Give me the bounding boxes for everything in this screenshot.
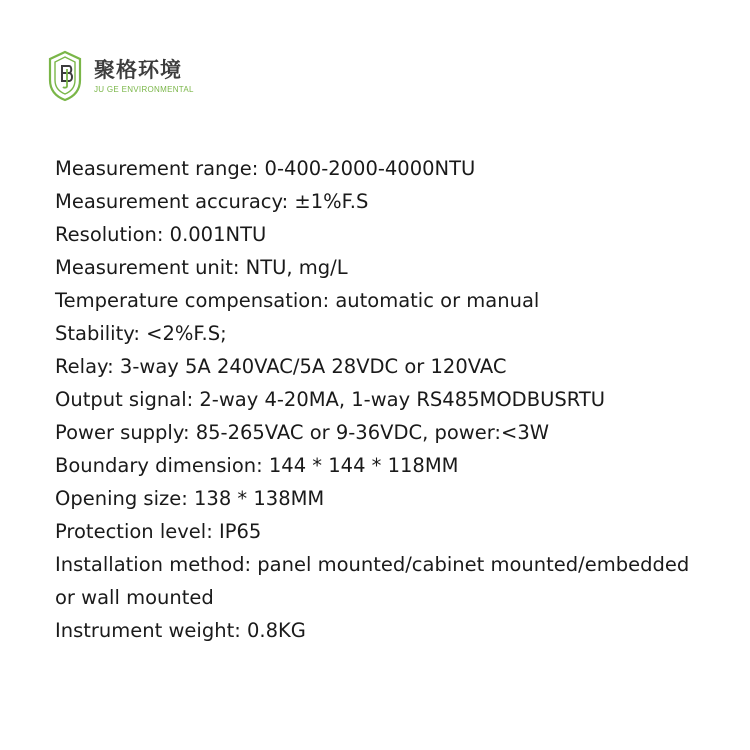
spec-resolution: Resolution: 0.001NTU	[55, 223, 267, 246]
spec-output-signal: Output signal: 2-way 4-20MA, 1-way RS485MODBUSRTU	[55, 388, 606, 411]
brand-name-cn: 聚格环境	[94, 57, 182, 82]
brand-name-en: JU GE ENVIRONMENTAL	[94, 84, 194, 94]
spec-power-supply: Power supply: 85-265VAC or 9-36VDC, power:<3W	[55, 421, 550, 444]
spec-measurement-range: Measurement range: 0-400-2000-4000NTU	[55, 157, 476, 180]
spec-relay: Relay: 3-way 5A 240VAC/5A 28VDC or 120VAC	[55, 355, 507, 378]
brand-text	[94, 58, 194, 95]
spec-stability: Stability: <2%F.S;	[55, 322, 227, 345]
brand-logo	[48, 50, 194, 102]
spec-instrument-weight: Instrument weight: 0.8KG	[55, 619, 306, 642]
spec-list	[55, 152, 700, 647]
spec-measurement-accuracy: Measurement accuracy: ±1%F.S	[55, 190, 369, 213]
spec-installation-method: Installation method: panel mounted/cabinet mounted/embedded or wall mounted	[55, 553, 690, 609]
spec-measurement-unit: Measurement unit: NTU, mg/L	[55, 256, 348, 279]
spec-boundary-dimension: Boundary dimension: 144 * 144 * 118MM	[55, 454, 459, 477]
spec-temperature-compensation: Temperature compensation: automatic or manual	[55, 289, 540, 312]
shield-logo-icon	[48, 50, 82, 102]
spec-opening-size: Opening size: 138 * 138MM	[55, 487, 325, 510]
spec-protection-level: Protection level: IP65	[55, 520, 262, 543]
